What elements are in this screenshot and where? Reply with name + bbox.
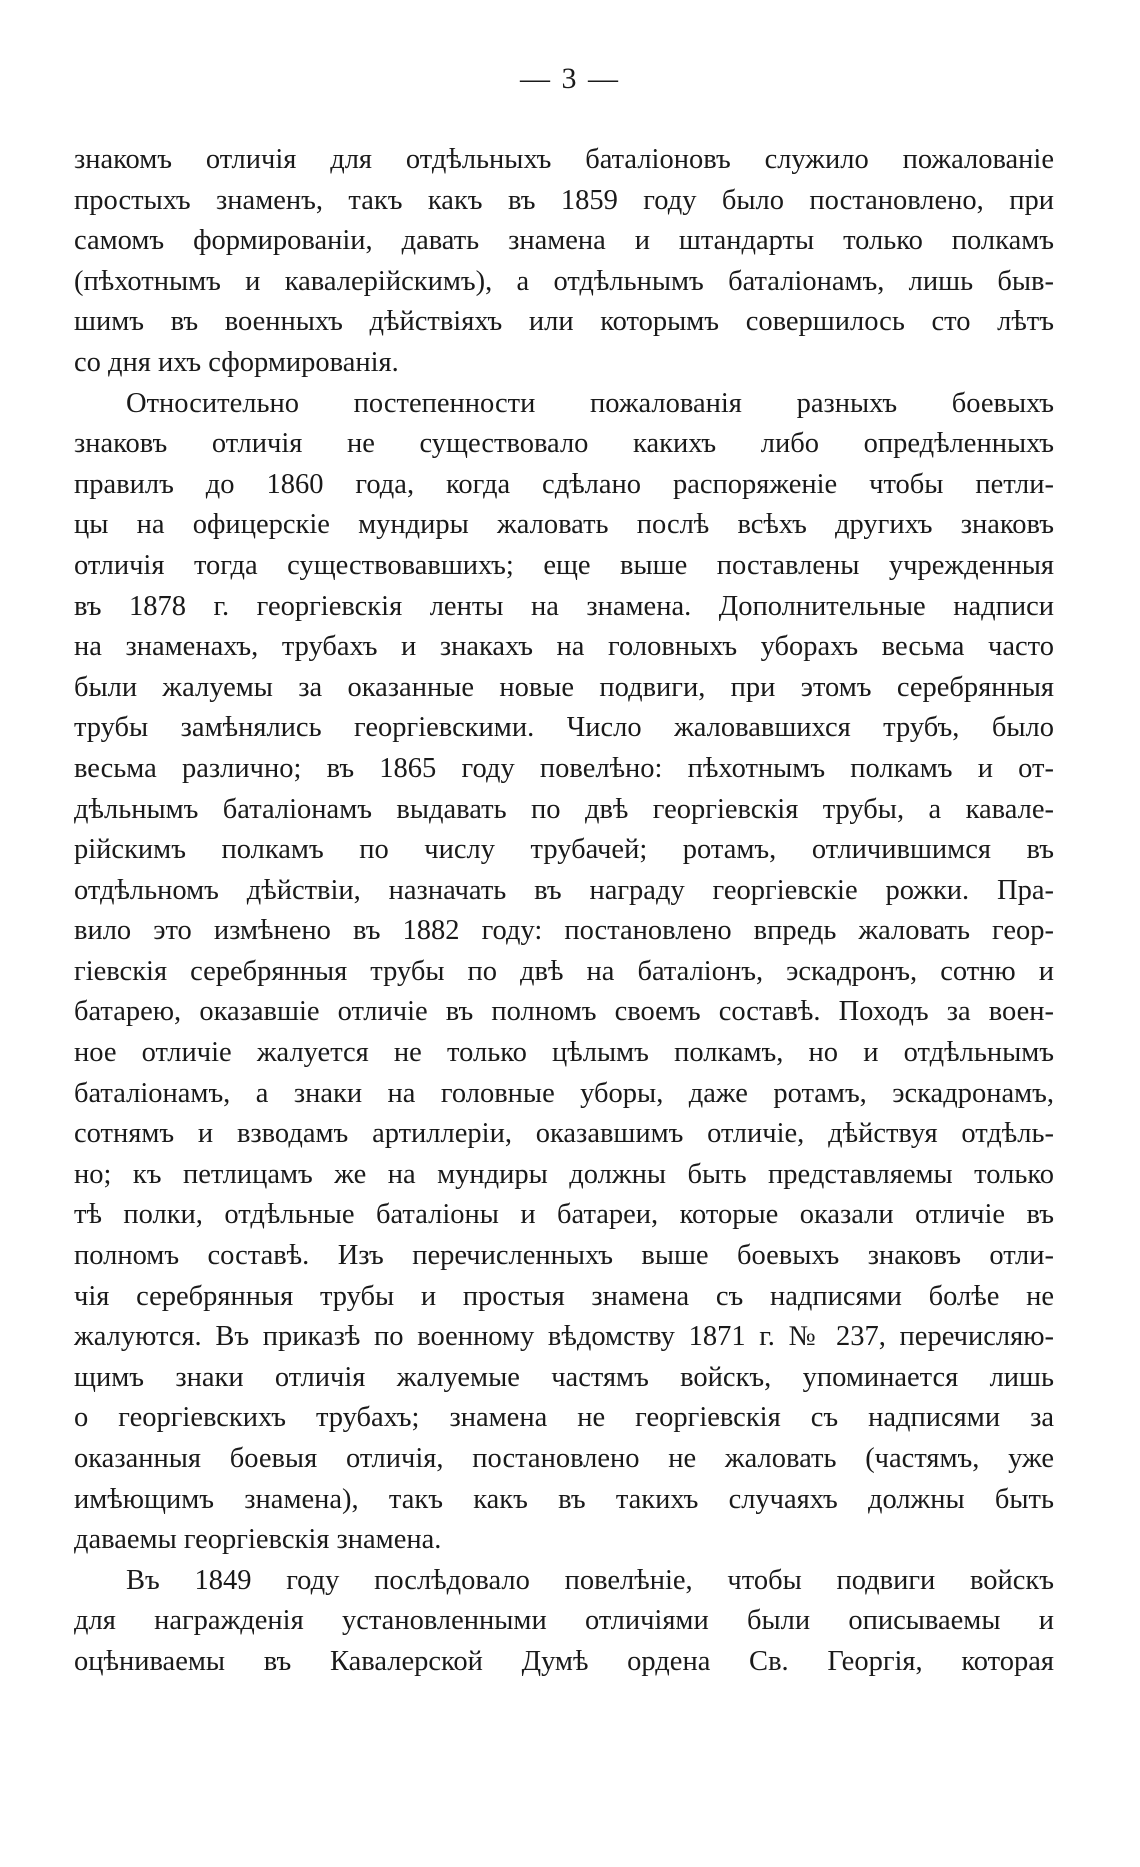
text-line: цы на офицерскіе мундиры жаловать послѣ всѣхъ другихъ знаковъ xyxy=(74,509,1054,541)
text-line: Относительно постепенности пожалованія разныхъ боевыхъ xyxy=(126,387,1054,419)
text-line: о георгіевскихъ трубахъ; знамена не георгіевскія съ надписями за xyxy=(74,1402,1054,1434)
paragraph-3 xyxy=(74,1561,1054,1683)
text-line: Въ 1849 году послѣдовало повелѣніе, чтобы подвиги войскъ xyxy=(126,1564,1054,1596)
text-line: сотнямъ и взводамъ артиллеріи, оказавшимъ отличіе, дѣйствуя отдѣль- xyxy=(74,1118,1054,1150)
text-line: ное отличіе жалуется не только цѣлымъ полкамъ, но и отдѣльнымъ xyxy=(74,1037,1054,1069)
text-line: въ 1878 г. георгіевскія ленты на знамена. Дополнительные надписи xyxy=(74,590,1054,622)
text-line: оказанныя боевыя отличія, постановлено не жаловать (частямъ, уже xyxy=(74,1443,1054,1474)
text-line: гіевскія серебрянныя трубы по двѣ на баталіонъ, эскадронъ, сотню и xyxy=(74,955,1054,987)
text-line: для награжденія установленными отличіями были описываемы и xyxy=(74,1605,1054,1637)
text-line: трубы замѣнялись георгіевскими. Число жаловавшихся трубъ, было xyxy=(74,712,1054,744)
text-line: оцѣниваемы въ Кавалерской Думѣ ордена Св. Георгія, которая xyxy=(74,1645,1054,1677)
text-line: тѣ полки, отдѣльные баталіоны и батареи, которые оказали отличіе въ xyxy=(74,1199,1054,1231)
text-line: (пѣхотнымъ и кавалерійскимъ), а отдѣльнымъ баталіонамъ, лишь быв- xyxy=(74,265,1054,297)
text-line: даваемы георгіевскія знамена. xyxy=(74,1524,442,1556)
text-line: весьма различно; въ 1865 году повелѣно: пѣхотнымъ полкамъ и от- xyxy=(74,752,1054,784)
text-line: щимъ знаки отличія жалуемые частямъ войскъ, упоминается лишь xyxy=(74,1361,1054,1393)
text-line: простыхъ знаменъ, такъ какъ въ 1859 году было постановлено, при xyxy=(74,184,1054,216)
page-number: — 3 — xyxy=(520,62,620,95)
text-line: были жалуемы за оказанные новые подвиги, при этомъ серебрянныя xyxy=(74,671,1054,703)
text-line: баталіонамъ, а знаки на головные уборы, даже ротамъ, эскадронамъ, xyxy=(74,1077,1054,1109)
paragraph-1 xyxy=(74,140,1054,384)
text-line: имѣющимъ знамена), такъ какъ въ такихъ случаяхъ должны быть xyxy=(74,1483,1054,1515)
text-line: отличія тогда существовавшихъ; еще выше поставлены учрежденныя xyxy=(74,549,1054,581)
text-line: жалуются. Въ приказѣ по военному вѣдомству 1871 г. № 237, перечисляю- xyxy=(74,1321,1054,1353)
text-line: знакомъ отличія для отдѣльныхъ баталіоновъ служило пожалованіе xyxy=(74,144,1054,175)
body-text xyxy=(74,140,1054,1683)
text-line: правилъ до 1860 года, когда сдѣлано распоряженіе чтобы петли- xyxy=(74,468,1054,500)
text-line: дѣльнымъ баталіонамъ выдавать по двѣ георгіевскія трубы, а кавале- xyxy=(74,793,1054,825)
text-line: но; къ петлицамъ же на мундиры должны быть представляемы только xyxy=(74,1158,1054,1190)
text-line: отдѣльномъ дѣйствіи, назначать въ награду георгіевскіе рожки. Пра- xyxy=(74,874,1054,906)
text-line: вило это измѣнено въ 1882 году: постановлено впредь жаловать геор- xyxy=(74,915,1054,947)
text-line: самомъ формированіи, давать знамена и штандарты только полкамъ xyxy=(74,225,1054,257)
text-line: со дня ихъ сформированія. xyxy=(74,346,399,378)
text-line: чія серебрянныя трубы и простыя знамена съ надписями болѣе не xyxy=(74,1280,1054,1312)
text-line: полномъ составѣ. Изъ перечисленныхъ выше боевыхъ знаковъ отли- xyxy=(74,1240,1054,1272)
text-line: рійскимъ полкамъ по числу трубачей; ротамъ, отличившимся въ xyxy=(74,834,1054,866)
text-line: на знаменахъ, трубахъ и знакахъ на головныхъ уборахъ весьма часто xyxy=(74,631,1054,663)
text-line: шимъ въ военныхъ дѣйствіяхъ или которымъ совершилось сто лѣтъ xyxy=(74,306,1054,338)
paragraph-2 xyxy=(74,384,1054,1561)
text-line: батарею, оказавшіе отличіе въ полномъ своемъ составѣ. Походъ за воен- xyxy=(74,996,1054,1028)
text-line: знаковъ отличія не существовало какихъ либо опредѣленныхъ xyxy=(74,428,1054,460)
